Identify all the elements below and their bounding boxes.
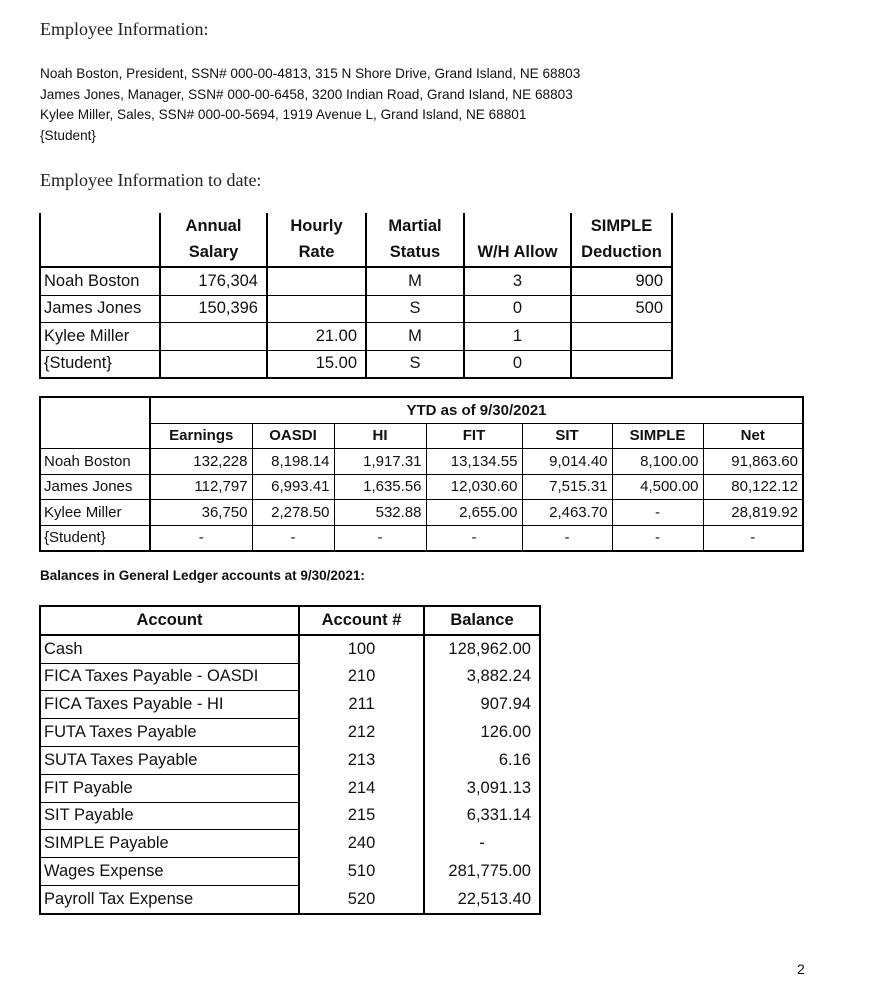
account-number: 100 [299,635,424,663]
header-status: Martial [366,213,464,240]
ytd-hi: 1,917.31 [334,449,426,475]
account-balance: - [424,830,540,858]
account-name: FICA Taxes Payable - HI [40,691,299,719]
ytd-fit: - [426,525,522,551]
ytd-simple: 8,100.00 [612,449,703,475]
ytd-sit: 9,014.40 [522,449,612,475]
employee-name: Noah Boston [40,449,150,475]
header-wh-allow: W/H Allow [464,240,571,268]
annual-salary [160,323,267,351]
marital-status: S [366,350,464,378]
account-name: FICA Taxes Payable - OASDI [40,663,299,691]
wh-allow: 0 [464,350,571,378]
header-sit: SIT [522,423,612,449]
ytd-oasdi: 2,278.50 [252,500,334,526]
account-number: 240 [299,830,424,858]
employee-info-heading: Employee Information: [40,19,209,39]
hourly-rate [267,295,366,323]
simple-deduction: 900 [571,267,672,295]
employee-line-1: Noah Boston, President, SSN# 000-00-4813, 315 N Shore Drive, Grand Island, NE 68803 [40,66,581,81]
account-name: Cash [40,635,299,663]
account-balance: 126.00 [424,719,540,747]
ytd-sit: 7,515.31 [522,474,612,500]
employee-name: Noah Boston [40,267,160,295]
table-row [40,267,672,295]
ytd-sit: - [522,525,612,551]
account-number: 214 [299,774,424,802]
account-balance: 281,775.00 [424,858,540,886]
employee-line-2: James Jones, Manager, SSN# 000-00-6458, 3200 Indian Road, Grand Island, NE 68803 [40,86,573,102]
ytd-fit: 2,655.00 [426,500,522,526]
simple-deduction: 500 [571,295,672,323]
ytd-hi: 1,635.56 [334,474,426,500]
table-row [40,802,540,830]
employee-name: {Student} [40,525,150,551]
header-earnings: Earnings [150,423,252,449]
table-row [40,691,540,719]
marital-status: M [366,267,464,295]
wh-allow: 0 [464,295,571,323]
ytd-oasdi: 6,993.41 [252,474,334,500]
ytd-oasdi: 8,198.14 [252,449,334,475]
account-balance: 128,962.00 [424,635,540,663]
header-account: Account [40,606,299,635]
account-name: FUTA Taxes Payable [40,719,299,747]
header-status-2: Status [366,240,464,268]
header-net: Net [703,423,803,449]
ytd-title: YTD as of 9/30/2021 [150,397,803,423]
ytd-net: 80,122.12 [703,474,803,500]
header-rate: Rate [267,240,366,268]
ytd-fit: 13,134.55 [426,449,522,475]
ytd-net: - [703,525,803,551]
ytd-net: 28,819.92 [703,500,803,526]
table-row [40,323,672,351]
account-name: Wages Expense [40,858,299,886]
hourly-rate: 15.00 [267,350,366,378]
annual-salary [160,350,267,378]
ledger-table [39,605,541,915]
ytd-net: 91,863.60 [703,449,803,475]
annual-salary: 176,304 [160,267,267,295]
ytd-table [39,396,804,552]
ytd-simple: 4,500.00 [612,474,703,500]
account-balance: 3,882.24 [424,663,540,691]
header-fit: FIT [426,423,522,449]
ytd-title-row [40,397,803,423]
annual-salary: 150,396 [160,295,267,323]
ytd-sit: 2,463.70 [522,500,612,526]
ytd-hi: - [334,525,426,551]
employee-name: Kylee Miller [40,323,160,351]
header-annual: Annual [160,213,267,240]
header-deduction: Deduction [571,240,672,268]
account-name: SUTA Taxes Payable [40,746,299,774]
account-number: 510 [299,858,424,886]
header-account-number: Account # [299,606,424,635]
wh-allow: 3 [464,267,571,295]
header-balance: Balance [424,606,540,635]
account-balance: 3,091.13 [424,774,540,802]
table-row [40,719,540,747]
ytd-earnings: 36,750 [150,500,252,526]
marital-status: S [366,295,464,323]
account-number: 520 [299,885,424,913]
ytd-simple: - [612,500,703,526]
table-row [40,474,803,500]
ytd-earnings: - [150,525,252,551]
header-simple: SIMPLE [612,423,703,449]
table-row [40,295,672,323]
header-oasdi: OASDI [252,423,334,449]
table-row [40,449,803,475]
table-row [40,774,540,802]
employee-line-4: {Student} [40,127,96,143]
account-balance: 6,331.14 [424,802,540,830]
page-number: 2 [797,961,805,977]
employee-line-3: Kylee Miller, Sales, SSN# 000-00-5694, 1919 Avenue L, Grand Island, NE 68801 [40,107,527,122]
ledger-heading: Balances in General Ledger accounts at 9/30/2021: [40,568,365,583]
ledger-header-row [40,606,540,635]
ytd-header-row [40,423,803,449]
wh-allow: 1 [464,323,571,351]
employee-name: James Jones [40,474,150,500]
account-balance: 22,513.40 [424,885,540,913]
table-row [40,500,803,526]
account-name: SIT Payable [40,802,299,830]
employee-name: James Jones [40,295,160,323]
account-name: SIMPLE Payable [40,830,299,858]
employee-name: {Student} [40,350,160,378]
ytd-oasdi: - [252,525,334,551]
account-number: 212 [299,719,424,747]
account-name: FIT Payable [40,774,299,802]
header-hi: HI [334,423,426,449]
simple-deduction [571,323,672,351]
account-number: 213 [299,746,424,774]
table-row [40,830,540,858]
account-number: 210 [299,663,424,691]
simple-deduction [571,350,672,378]
account-number: 215 [299,802,424,830]
table-row [40,746,540,774]
ytd-hi: 532.88 [334,500,426,526]
hourly-rate: 21.00 [267,323,366,351]
table-row [40,635,540,663]
marital-status: M [366,323,464,351]
employee-info-table [39,213,673,379]
ytd-simple: - [612,525,703,551]
account-number: 211 [299,691,424,719]
ytd-earnings: 112,797 [150,474,252,500]
ytd-earnings: 132,228 [150,449,252,475]
header-salary: Salary [160,240,267,268]
table-header-row-2 [40,240,672,268]
hourly-rate [267,267,366,295]
table-row [40,858,540,886]
account-balance: 6.16 [424,746,540,774]
account-balance: 907.94 [424,691,540,719]
info-to-date-heading: Employee Information to date: [40,170,262,190]
ytd-fit: 12,030.60 [426,474,522,500]
table-row [40,663,540,691]
table-header-row-1 [40,213,672,240]
table-row [40,525,803,551]
account-name: Payroll Tax Expense [40,885,299,913]
table-row [40,885,540,913]
employee-name: Kylee Miller [40,500,150,526]
header-simple: SIMPLE [571,213,672,240]
employee-info-lines [40,64,580,146]
header-hourly: Hourly [267,213,366,240]
table-row [40,350,672,378]
